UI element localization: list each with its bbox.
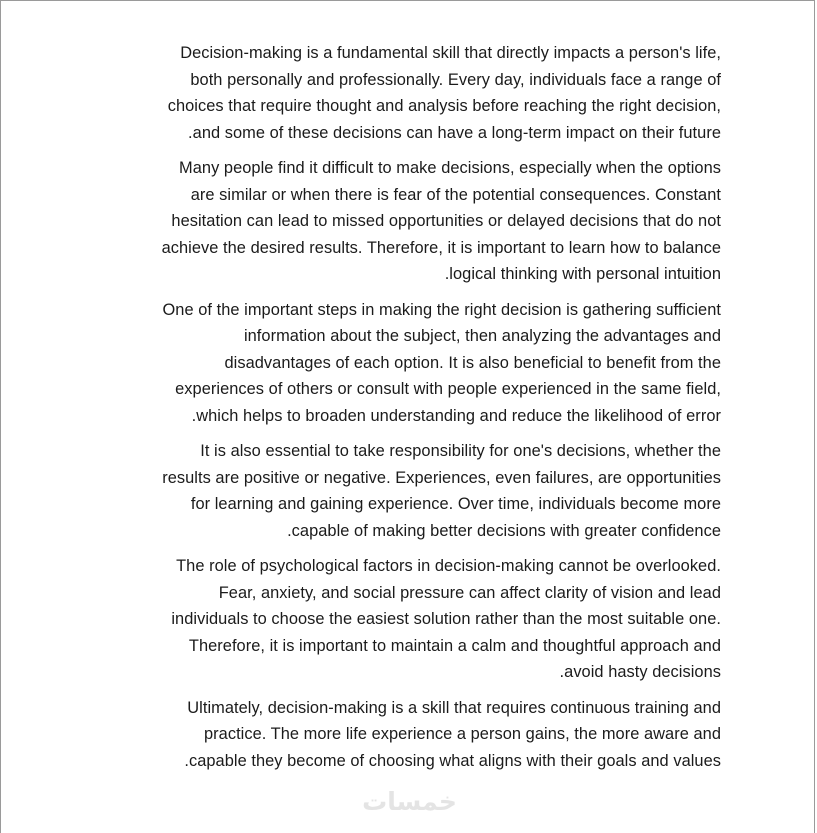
text-line: disadvantages of each option. It is also beneficial to benefit from the — [224, 353, 721, 372]
text-line: individuals to choose the easiest solution rather than the most suitable one. — [171, 610, 721, 628]
text-line: .avoid hasty decisions — [559, 663, 721, 681]
document-body — [101, 40, 721, 783]
text-line: .which helps to broaden understanding and reduce the likelihood of error — [191, 406, 721, 425]
text-line: Decision-making is a fundamental skill that directly impacts a person's life, — [180, 44, 721, 62]
text-line: results are positive or negative. Experiences, even failures, are opportunities — [162, 468, 721, 487]
text-line: One of the important steps in making the right decision is gathering sufficient — [162, 300, 721, 319]
text-line: The role of psychological factors in decision-making cannot be overlooked. — [176, 557, 721, 575]
text-line: Fear, anxiety, and social pressure can affect clarity of vision and lead — [218, 583, 721, 602]
text-line: It is also essential to take responsibility for one's decisions, whether the — [200, 442, 721, 460]
text-line: .logical thinking with personal intuition — [444, 265, 721, 283]
text-line: for learning and gaining experience. Over time, individuals become more — [190, 495, 721, 513]
watermark-logo: خمسات — [362, 787, 457, 816]
text-line: both personally and professionally. Every day, individuals face a range of — [190, 70, 721, 89]
text-line: Therefore, it is important to maintain a calm and thoughtful approach and — [188, 636, 721, 655]
text-line: choices that require thought and analysis before reaching the right decision, — [167, 97, 721, 115]
paragraph — [101, 553, 721, 686]
text-line: Ultimately, decision-making is a skill that requires continuous training and — [187, 698, 721, 717]
text-line: experiences of others or consult with people experienced in the same field, — [175, 380, 721, 398]
text-line: information about the subject, then analyzing the advantages and — [243, 327, 721, 345]
text-line: are similar or when there is fear of the potential consequences. Constant — [190, 185, 721, 204]
text-line: .and some of these decisions can have a long-term impact on their future — [188, 123, 721, 142]
paragraph — [101, 695, 721, 775]
text-line: practice. The more life experience a person gains, the more aware and — [203, 725, 721, 743]
paragraph — [101, 438, 721, 544]
text-line: .capable they become of choosing what aligns with their goals and values — [184, 751, 721, 770]
paragraph — [101, 155, 721, 288]
text-line: .capable of making better decisions with greater confidence — [287, 521, 721, 540]
text-line: Many people find it difficult to make decisions, especially when the options — [179, 159, 721, 177]
paragraph — [101, 297, 721, 430]
text-line: hesitation can lead to missed opportunities or delayed decisions that do not — [171, 212, 721, 230]
paragraph — [101, 40, 721, 146]
text-line: achieve the desired results. Therefore, it is important to learn how to balance — [161, 238, 721, 257]
